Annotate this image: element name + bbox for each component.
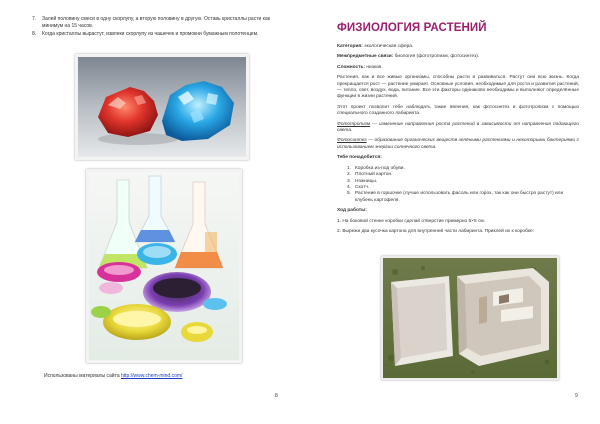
step-item (32, 31, 282, 38)
page-number-left: 8 (275, 393, 278, 399)
tool-number: 1. (347, 165, 352, 171)
photosynthesis-definition (337, 138, 579, 151)
crystal-eggshells-photo (75, 54, 249, 160)
credit-text: Использованы материалы сайта (44, 373, 121, 379)
steps-list (32, 16, 282, 39)
article-body (337, 44, 579, 239)
links-label: Межпредметные связи: (337, 54, 394, 60)
phototropism-definition (337, 122, 579, 135)
complexity-label: Сложность: (337, 64, 366, 70)
tool-text: Ножницы. (355, 178, 378, 184)
progress-heading-text: Ход работы: (337, 208, 367, 214)
links-value: биология (фототропизм, фотосинтез). (393, 54, 480, 60)
progress-heading (337, 208, 579, 214)
tool-number: 5. (347, 191, 352, 197)
crystal-flasks-photo (86, 169, 242, 363)
links-line (337, 54, 579, 60)
step-item (32, 16, 282, 30)
step-number: 7. (32, 16, 37, 22)
tool-number: 2. (347, 172, 352, 178)
category-value: экологическая сфера. (362, 44, 414, 49)
phototropism-term: Фототропизм (337, 121, 371, 127)
credit-line (44, 373, 182, 379)
tool-text: Скотч. (355, 184, 370, 190)
tool-text: Плотный картон. (355, 172, 393, 178)
category-line (337, 44, 579, 50)
step-text: Когда кристаллы вырастут, извлеки скорлупу из чашечек и промокни бумажным полотенцем. (42, 31, 259, 37)
progress-step: 1. На боковой стенке коробки сделай отверстие примерно 5×5 см. (337, 218, 486, 224)
step-text: Залей половину смеси в одну скорлупу, а вторую половину в другую. Оставь кристаллы расти как минимум на 15 часов. (42, 16, 270, 29)
tool-number: 4. (347, 184, 352, 190)
category-label: Категория: (337, 44, 363, 49)
progress-step: 2. Вырежи два кусочка картона для внутренней части лабиринта. Приклей их к коробке: (337, 228, 534, 234)
credit-link[interactable]: http://www.chem-mind.com/ (121, 373, 183, 379)
step-number: 8. (32, 31, 37, 37)
complexity-value: низкая. (365, 64, 383, 70)
intro-paragraph: Растения, как и все живые организмы, способны расти и развиваться. Растут они всю жизнь. Когда прекращается рост — растение умирает. Основные условия, необходимые для роста и развития растений, — тепло, свет, воздух, вода, питание. Все эти факторы одинаково необходимы и выполняют определённые функции в жизни растений. (337, 75, 579, 100)
tool-item (347, 191, 579, 204)
photosynthesis-text: — образование органических веществ зелёными растениями и некоторыми бактериями с использованием энергии солнечного света. (337, 138, 579, 150)
tools-heading (337, 155, 579, 161)
photosynthesis-term: Фотосинтез (337, 138, 367, 144)
project-paragraph: Этот проект позволит тебе наблюдать такие явления, как фотосинтез и фототропизм с помощью специального созданного лабиринта. (337, 104, 579, 117)
page-number-right: 9 (575, 393, 578, 399)
cardboard-maze-photo (381, 256, 559, 380)
tool-number: 3. (347, 178, 352, 184)
tools-heading-text: Тебе понадобится: (337, 155, 382, 161)
tool-text: Растение в горшочке (лучше использовать фасоль или горох, так как они быстро растут) или клубень картофеля. (355, 191, 564, 203)
tool-text: Коробка из-под обуви. (355, 165, 405, 171)
page-title: ФИЗИОЛОГИЯ РАСТЕНИЙ (337, 22, 487, 34)
complexity-line (337, 65, 579, 71)
phototropism-text: — изменение направления роста растений в зависимости от направления падающего света. (337, 121, 579, 134)
tools-list (337, 166, 579, 204)
